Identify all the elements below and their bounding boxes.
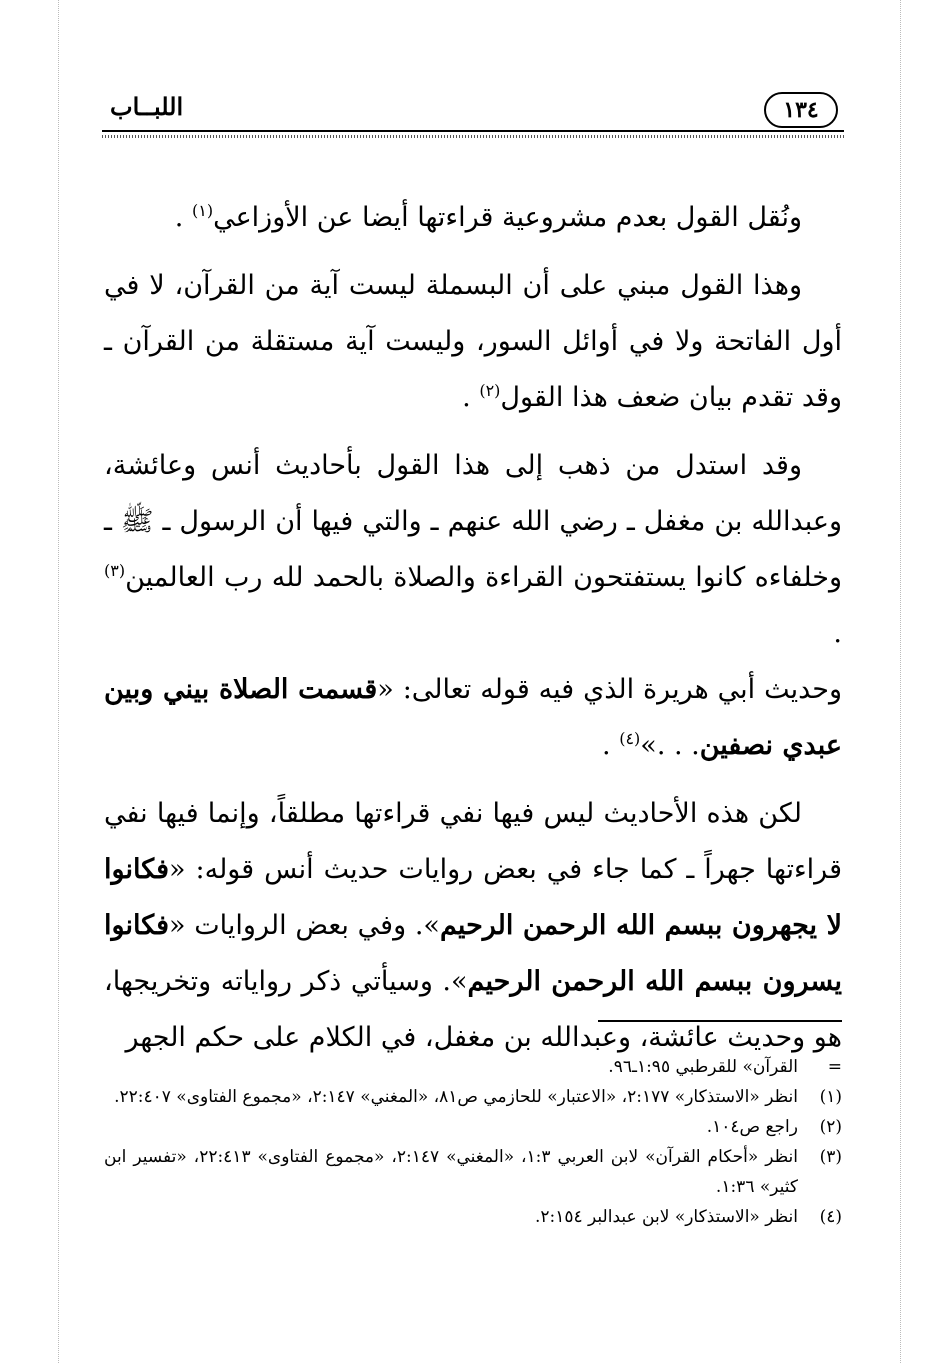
- footnote-mark: =: [827, 1057, 842, 1077]
- paragraph: [104, 438, 842, 774]
- punctuation: .: [174, 202, 184, 233]
- hadith-quote: فكانوا يسرون ببسم الله الرحمن الرحيم: [104, 910, 842, 997]
- main-text: [104, 190, 842, 1078]
- paragraph: [104, 190, 842, 246]
- footnote-ref: (٢): [479, 381, 501, 400]
- footnote-text: انظر «الاستذكار» ٢:١٧٧، «الاعتبار» للحازمي ص٨١، «المغني» ٢:١٤٧، «مجموع الفتاوى» ٢٢:٤٠٧.: [114, 1087, 798, 1107]
- page-header: [110, 92, 838, 128]
- footnotes: [104, 1052, 842, 1232]
- header-rule-dotted: [102, 135, 844, 138]
- paragraph-text: وحديث أبي هريرة الذي فيه قوله تعالى: «: [377, 674, 842, 705]
- paragraph-text: ونُقل القول بعدم مشروعية قراءتها أيضا عن الأوزاعي: [213, 202, 802, 233]
- page-number: ١٣٤: [764, 92, 838, 128]
- header-rule: [102, 130, 844, 132]
- hadith-quote: قسمت الصلاة بيني وبين عبدي نصفين: [104, 674, 842, 761]
- hadith-quote: فكانوا لا يجهرون ببسم الله الرحمن الرحيم: [104, 854, 843, 941]
- paragraph-text: لكن هذه الأحاديث ليس فيها نفي قراءتها مطلقاً، وإنما فيها نفي قراءتها جهراً ـ كما جاء في بعض روايات حديث أنس قوله: «: [104, 798, 842, 885]
- scan-artifact: [900, 0, 901, 1363]
- punctuation: .: [462, 382, 471, 413]
- paragraph: [104, 786, 842, 1066]
- paragraph-text: وهذا القول مبني على أن البسملة ليست آية من القرآن، لا في أول الفاتحة ولا في أوائل السور، وليست آية مستقلة من القرآن ـ وقد تقدم بيان ضعف هذا القول: [104, 270, 842, 413]
- paragraph-text: . . .»: [640, 730, 700, 761]
- punctuation: .: [602, 730, 611, 761]
- footnote-ref: (٣): [104, 561, 126, 580]
- book-title: اللبــاب: [110, 92, 184, 121]
- footnote-text: انظر «أحكام القرآن» لابن العربي ١:٣، «المغني» ٢:١٤٧، «مجموع الفتاوى» ٢٢:٤١٣، «تفسير ابن كثير» ١:٣٦.: [104, 1147, 798, 1197]
- footnote-ref: (٤): [619, 729, 641, 748]
- footnote: [104, 1082, 842, 1112]
- footnote-separator: [598, 1020, 842, 1022]
- scan-artifact: [58, 0, 59, 1363]
- footnote: [104, 1142, 842, 1202]
- footnote: [104, 1112, 842, 1142]
- footnote-text: القرآن» للقرطبي ١:٩٥ـ٩٦.: [608, 1057, 798, 1077]
- footnote: [104, 1052, 842, 1082]
- footnote-mark: (١): [819, 1087, 842, 1107]
- punctuation: .: [833, 618, 842, 649]
- paragraph-text: ». وفي بعض الروايات «: [169, 910, 440, 941]
- footnote-text: انظر «الاستذكار» لابن عبدالبر ٢:١٥٤.: [534, 1207, 798, 1227]
- paragraph-text: ». وسيأتي ذكر رواياته وتخريجها، هو وحديث عائشة، وعبدالله بن مغفل، في الكلام على حكم الجهر: [104, 966, 842, 1053]
- paragraph: [104, 258, 842, 426]
- footnote-mark: (٢): [819, 1117, 842, 1137]
- footnote-mark: (٤): [819, 1207, 842, 1227]
- footnote-mark: (٣): [819, 1147, 842, 1167]
- footnote-ref: (١): [191, 201, 214, 220]
- footnote-text: راجع ص١٠٤.: [706, 1117, 798, 1137]
- paragraph-text: وقد استدل من ذهب إلى هذا القول بأحاديث أنس وعائشة، وعبدالله بن مغفل ـ رضي الله عنهم ـ والتي فيها أن الرسول ـ ﷺ ـ وخلفاءه كانوا يستفتحون القراءة والصلاة بالحمد لله رب العالمين: [104, 450, 842, 593]
- footnote: [104, 1202, 842, 1232]
